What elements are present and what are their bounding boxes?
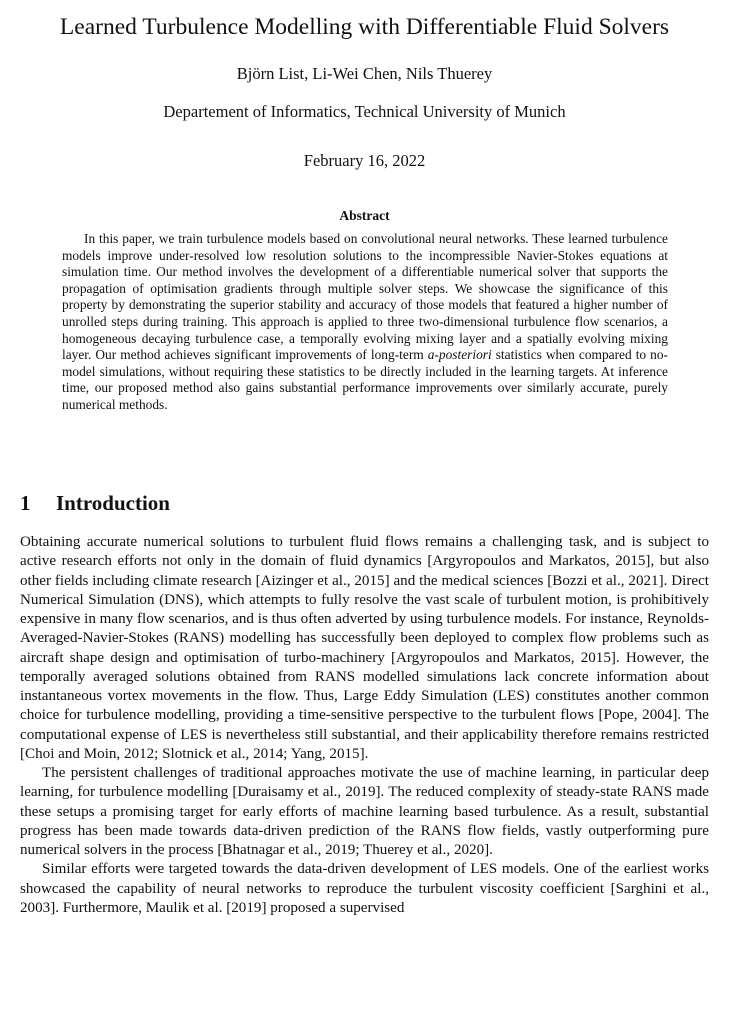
publication-date: February 16, 2022 — [303, 151, 426, 170]
author-list: Björn List, Li-Wei Chen, Nils Thuerey — [236, 64, 493, 83]
paper-title: Learned Turbulence Modelling with Differentiable Fluid Solvers — [59, 14, 670, 40]
paragraph: Obtaining accurate numerical solutions to turbulent fluid flows remains a challenging task, and is subject to active research efforts not only in the domain of fluid dynamics [Argyropoulos and Markatos, 2015], but also other fields including climate research [Aizinger et al., 2015] and the medical sciences [Bozzi et al., 2021]. Direct Numerical Simulation (DNS), which attempts to fully resolve the vast scale of turbulent motion, is prohibitively expensive in many flow scenarios, and is thus often adverted by using turbulence models. For instance, Reynolds-Averaged-Navier-Stokes (RANS) modelling has successfully been deployed to complex flow problems such as aircraft shape design and optimisation of turbo-machinery [Argyropoulos and Markatos, 2015]. However, the temporally averaged solutions obtained from RANS modelled simulations lack concrete information about instantaneous vortex movements in the flow. Thus, Large Eddy Simulation (LES) constitutes another common choice for turbulence modelling, providing a time-sensitive perspective to the turbulent flows [Pope, 2004]. The computational expense of LES is nevertheless still substantial, and their applicability therefore remains restricted [Choi and Moin, 2012; Slotnick et al., 2014; Yang, 2015]. — [20, 534, 709, 762]
affiliation: Departement of Informatics, Technical University of Munich — [163, 102, 566, 121]
section-title: Introduction — [56, 491, 170, 515]
abstract-text — [62, 231, 668, 414]
paragraph: The persistent challenges of traditional approaches motivate the use of machine learning, in particular deep learning, for turbulence modelling [Duraisamy et al., 2019]. The reduced complexity of steady-state RANS made these setups a promising target for early efforts of machine learning based turbulence. As a result, substantial progress has been made towards data-driven prediction of the RANS flow fields, vastly outperforming pure numerical solvers in the process [Bhatnagar et al., 2019; Thuerey et al., 2020]. — [20, 765, 709, 858]
abstract-heading: Abstract — [339, 208, 390, 223]
abstract-text-part-2: statistics when compared to no-model simulations, without requiring these statistics to be directly included in the learning targets. At inference time, our proposed method also gains substantial performance improvements over similarly accurate, purely numerical methods. — [62, 347, 668, 412]
section-heading-introduction — [20, 489, 170, 517]
abstract-italic-term: a-posteriori — [427, 347, 492, 363]
section-number: 1 — [20, 491, 31, 515]
abstract-text-part-1: In this paper, we train turbulence models based on convolutional neural networks. These learned turbulence models improve under-resolved low resolution solutions to the incompressible Navier-Stokes equations at simulation time. Our method involves the development of a differentiable numerical solver that supports the propagation of optimisation gradients through multiple solver steps. We showcase the significance of this property by demonstrating the superior stability and accuracy of those models that featured a higher number of unrolled steps during training. This approach is applied to three two-dimensional turbulence flow scenarios, a homogeneous decaying turbulence case, a temporally evolving mixing layer and a spatially evolving mixing layer. Our method achieves significant improvements of long-term — [62, 231, 668, 363]
introduction-body — [20, 533, 709, 918]
paragraph: Similar efforts were targeted towards the data-driven development of LES models. One of the earliest works showcased the capability of neural networks to reproduce the turbulent viscosity coefficient [Sarghini et al., 2003]. Furthermore, Maulik et al. [2019] proposed a supervised — [20, 861, 709, 916]
